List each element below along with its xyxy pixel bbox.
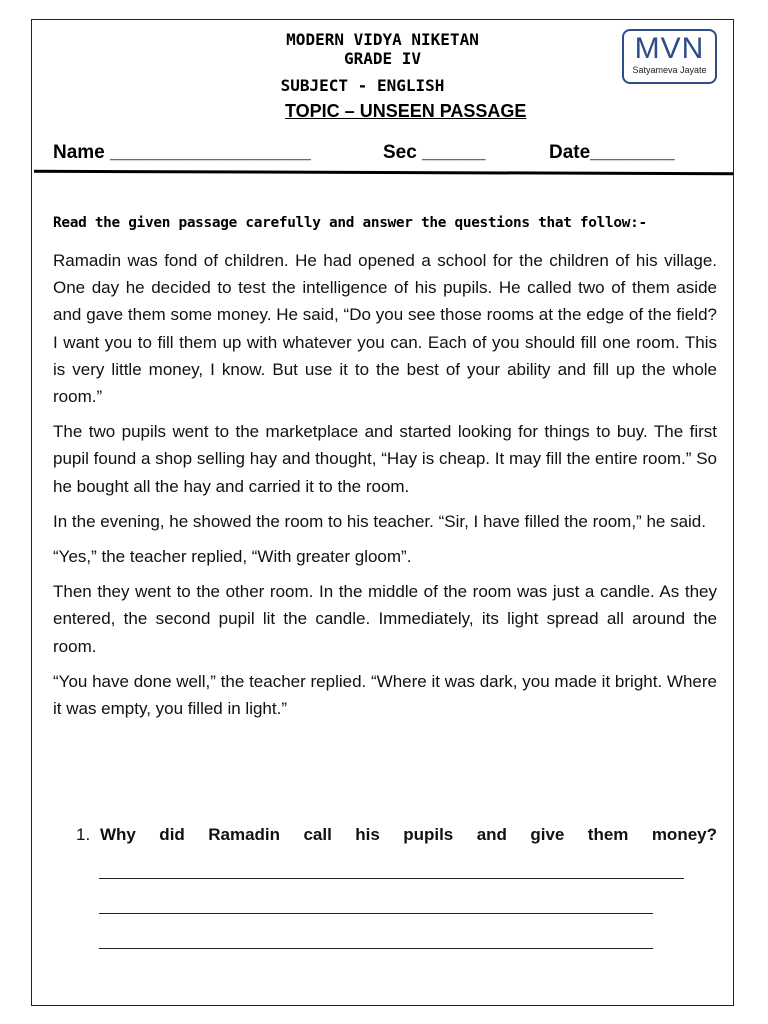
answer-line[interactable] xyxy=(99,878,684,879)
header-divider xyxy=(34,170,733,175)
school-logo xyxy=(622,29,717,84)
passage-paragraph: Then they went to the other room. In the middle of the room was just a candle. As they entered, the second pupil lit the candle. Immediately, its light spread all around the room. xyxy=(53,582,717,656)
topic-title: TOPIC – UNSEEN PASSAGE xyxy=(285,101,527,121)
passage xyxy=(53,247,717,730)
passage-paragraph: “Yes,” the teacher replied, “With greater gloom”. xyxy=(53,547,412,567)
answer-line[interactable] xyxy=(99,948,653,949)
answer-line[interactable] xyxy=(99,913,653,914)
logo-text: MVN xyxy=(634,32,705,65)
question-text: Why did Ramadin call his pupils and give them money? xyxy=(100,825,717,844)
school-name: MODERN VIDYA NIKETAN xyxy=(286,30,479,49)
sec-field[interactable]: Sec ______ xyxy=(383,142,486,163)
passage-paragraph: “You have done well,” the teacher replied. “Where it was dark, you made it bright. Where it was empty, you filled in light.” xyxy=(53,671,717,719)
worksheet-page xyxy=(31,19,734,1006)
instruction: Read the given passage carefully and answer the questions that follow:- xyxy=(53,215,647,231)
name-field[interactable]: Name ___________________ xyxy=(53,142,311,163)
passage-paragraph: The two pupils went to the marketplace and started looking for things to buy. The first pupil found a shop selling hay and thought, “Hay is cheap. It may fill the entire room.” So he bought all the hay and carried it to the room. xyxy=(53,422,717,496)
passage-paragraph: In the evening, he showed the room to his teacher. “Sir, I have filled the room,” he said. xyxy=(53,511,706,531)
question-number: 1. xyxy=(76,825,91,844)
subject-label: SUBJECT - ENGLISH xyxy=(280,76,445,95)
passage-paragraph: Ramadin was fond of children. He had opened a school for the children of his village. One day he decided to test the intelligence of his pupils. He called two of them aside and gave them some money. He said, “Do you see those rooms at the edge of the field? I want you to fill them up with whatever you can. Each of you should fill one room. This is very little money, I know. But use it to the best of your ability and fill up the whole room.” xyxy=(53,251,717,407)
logo-tagline: Satyameva Jayate xyxy=(632,65,707,75)
grade-label: GRADE IV xyxy=(343,49,422,68)
date-field[interactable]: Date________ xyxy=(549,142,675,163)
